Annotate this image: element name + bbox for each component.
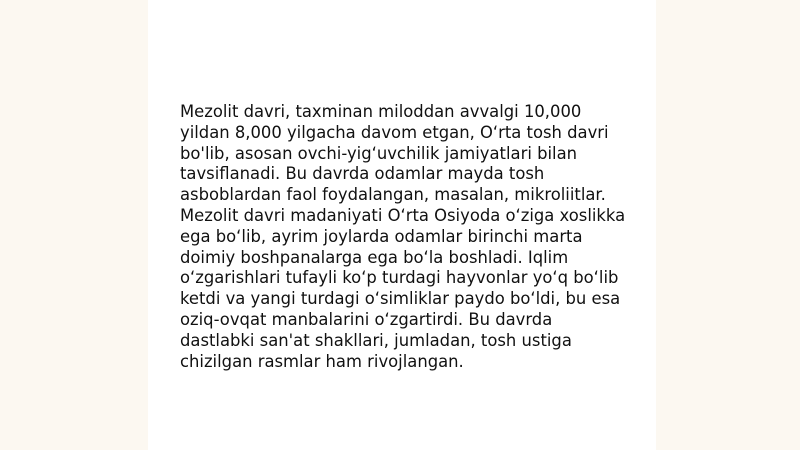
text-line: dastlabki san'at shakllari, jumladan, tosh ustiga	[180, 330, 572, 350]
text-line: oziq-ovqat manbalarini o‘zgartirdi. Bu davrda	[180, 309, 553, 329]
text-line: ega bo‘lib, ayrim joylarda odamlar birinchi marta	[180, 226, 583, 246]
text-line: Mezolit davri madaniyati O‘rta Osiyoda o‘ziga xoslikka	[180, 205, 626, 225]
document-page	[148, 0, 656, 450]
text-line: chizilgan rasmlar ham rivojlangan.	[180, 351, 464, 371]
body-paragraph	[180, 102, 628, 372]
text-line: tavsiflanadi. Bu davrda odamlar mayda tosh	[180, 164, 545, 184]
text-line: bo'lib, asosan ovchi-yig‘uvchilik jamiyatlari bilan	[180, 143, 578, 163]
text-line: asboblardan faol foydalangan, masalan, mikroliitlar.	[180, 185, 606, 205]
text-line: doimiy boshpanalarga ega bo‘la boshladi. Iqlim	[180, 247, 569, 267]
text-line: Mezolit davri, taxminan miloddan avvalgi 10,000	[180, 102, 582, 121]
text-line: o‘zgarishlari tufayli ko‘p turdagi hayvonlar yo‘q bo‘lib	[180, 268, 619, 288]
text-line: yildan 8,000 yilgacha davom etgan, O‘rta tosh davri	[180, 122, 609, 142]
text-line: ketdi va yangi turdagi o‘simliklar paydo bo‘ldi, bu esa	[180, 289, 621, 309]
